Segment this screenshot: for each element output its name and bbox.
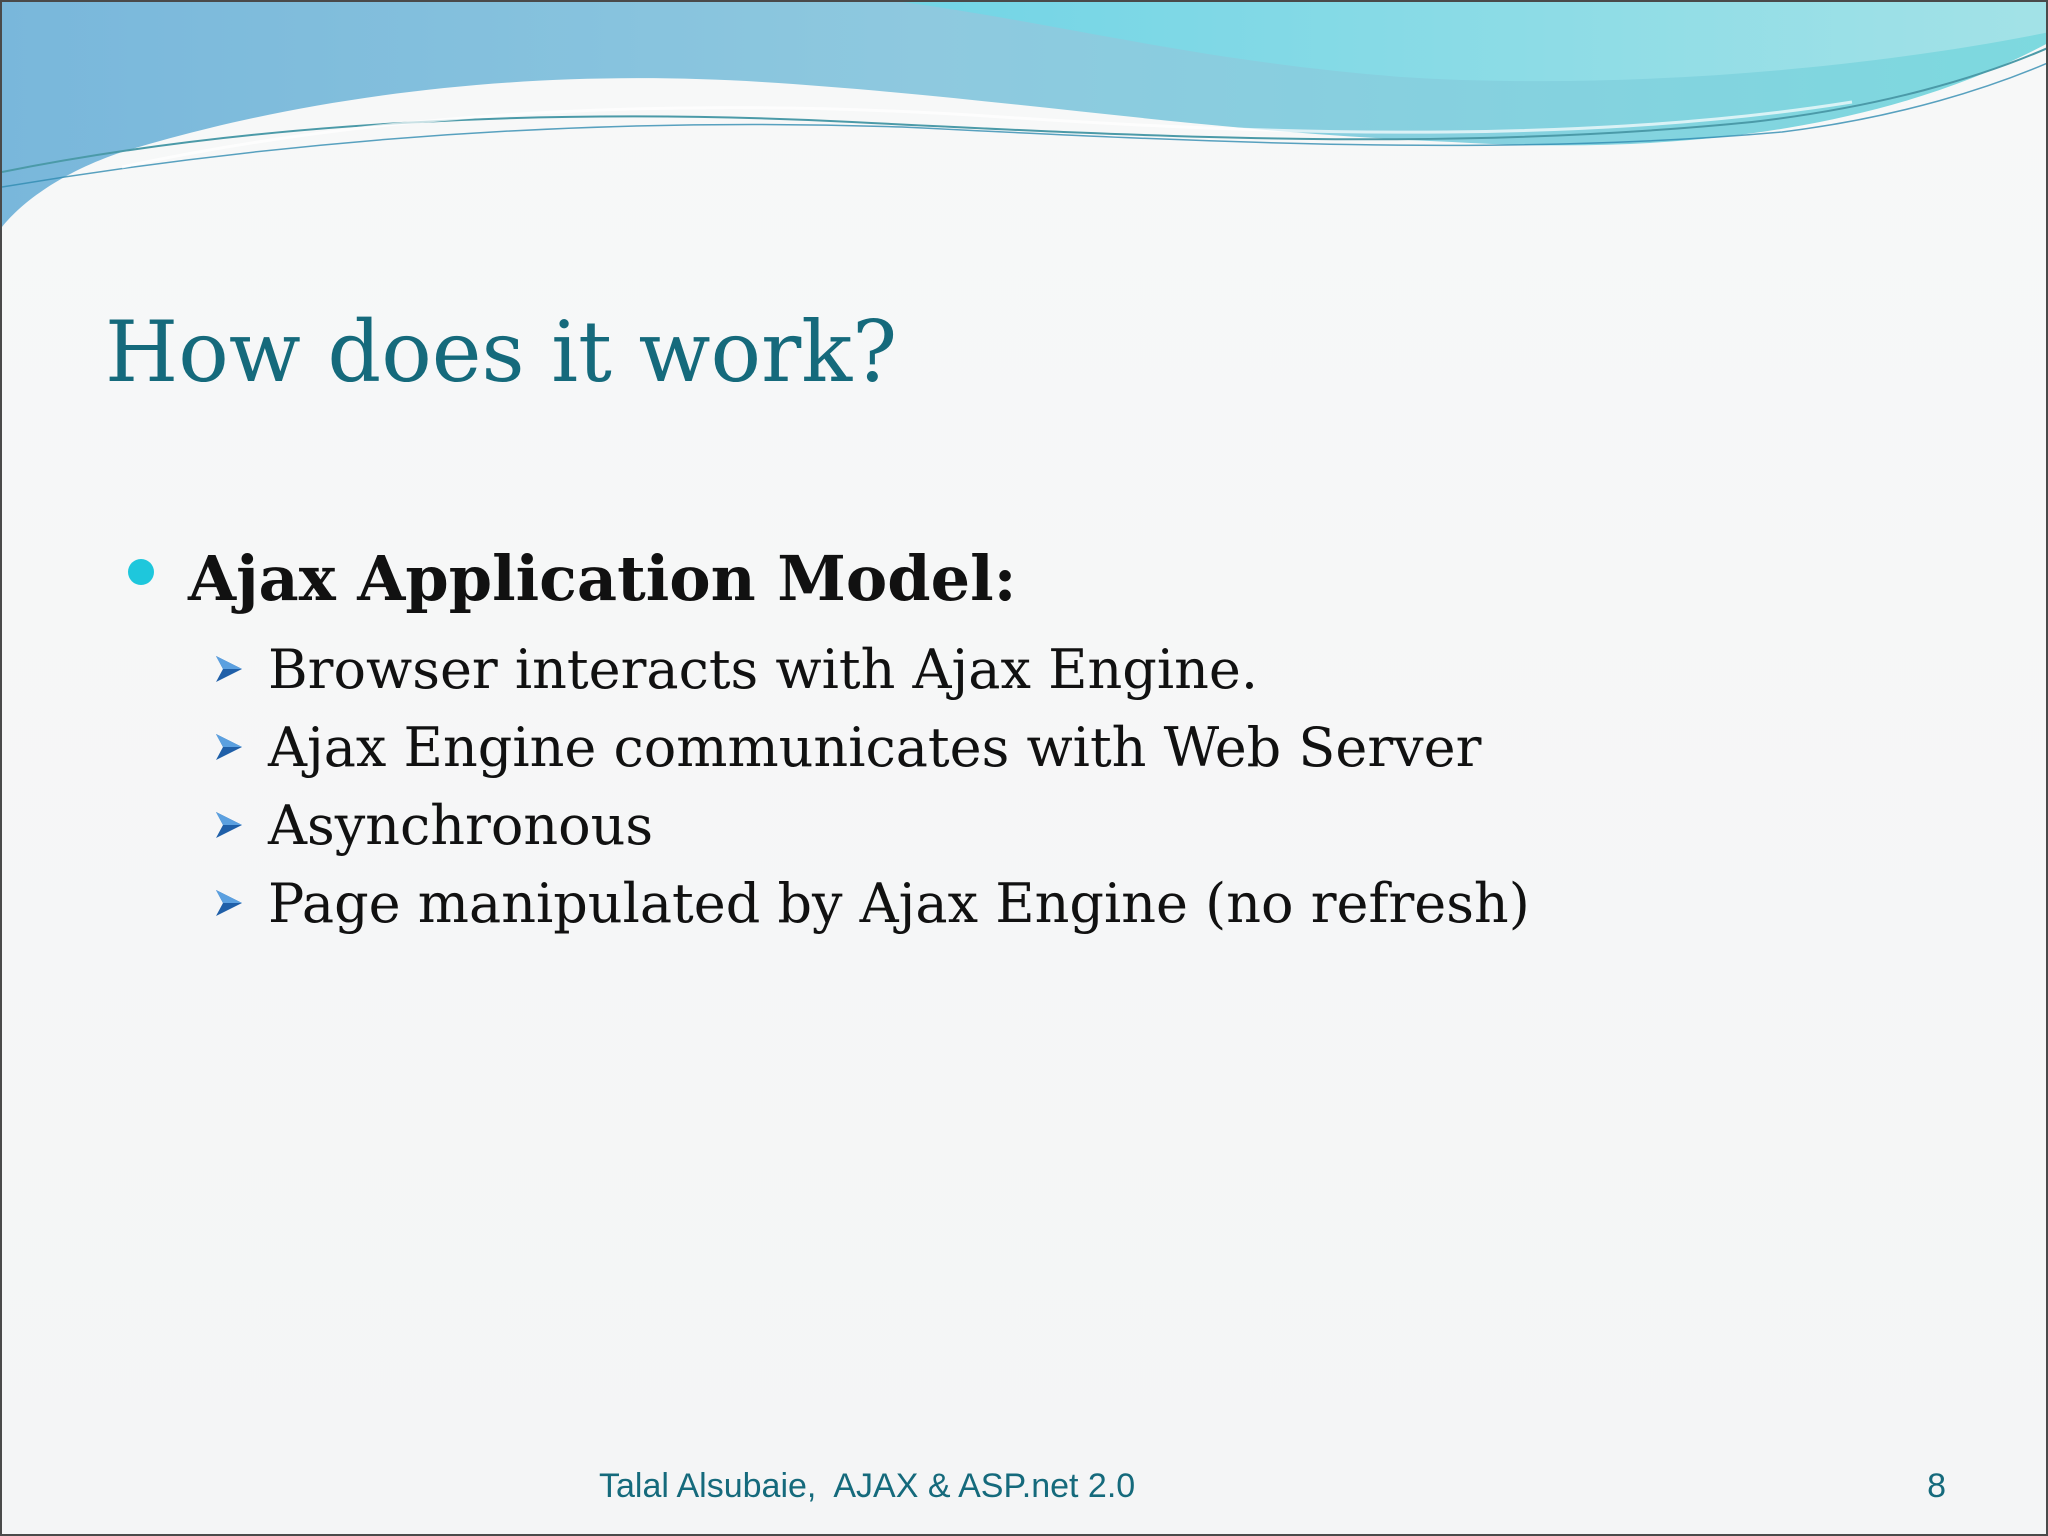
list-item-text: Page manipulated by Ajax Engine (no refresh) — [268, 871, 1530, 935]
arrowhead-bullet-icon — [212, 808, 246, 842]
list-item-text: Browser interacts with Ajax Engine. — [268, 637, 1259, 701]
footer-text: Talal Alsubaie, AJAX & ASP.net 2.0 — [599, 1467, 1136, 1505]
main-bullet-label: Ajax Application Model: — [188, 542, 1017, 615]
page-number: 8 — [1927, 1467, 1946, 1505]
list-item-text: Ajax Engine communicates with Web Server — [268, 715, 1482, 779]
sub-bullet-list — [212, 630, 1530, 942]
list-item — [212, 708, 1530, 786]
list-item-text: Asynchronous — [268, 793, 654, 857]
slide-title: How does it work? — [105, 303, 898, 401]
arrowhead-bullet-icon — [212, 652, 246, 686]
list-item — [212, 864, 1530, 942]
arrowhead-bullet-icon — [212, 886, 246, 920]
list-item — [212, 786, 1530, 864]
list-item — [212, 630, 1530, 708]
bullet-dot-icon — [128, 559, 154, 585]
arrowhead-bullet-icon — [212, 730, 246, 764]
main-bullet — [128, 542, 1017, 615]
header-wave-decoration — [2, 2, 2048, 242]
